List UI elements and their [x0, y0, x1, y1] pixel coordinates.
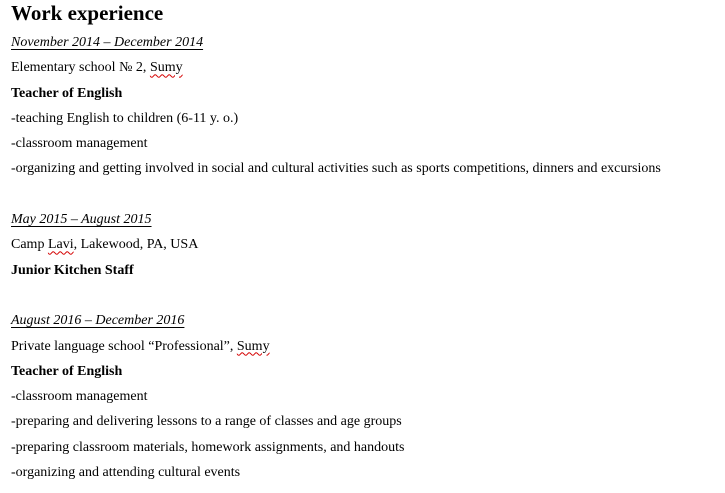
resume-page	[11, 0, 717, 485]
job-dates: August 2016 – December 2016	[11, 313, 185, 329]
blank-line	[11, 283, 717, 308]
blank-line	[11, 182, 717, 207]
job-role: Teacher of English	[11, 85, 123, 101]
job-duty: -organizing and attending cultural events	[11, 465, 241, 481]
job-entry-1	[11, 30, 717, 182]
job-duty: -organizing and getting involved in social and cultural activities such as sports competitions, dinners and excursions	[11, 161, 661, 177]
job-role: Teacher of English	[11, 363, 123, 379]
job-entry-3	[11, 308, 717, 485]
job-role: Junior Kitchen Staff	[11, 262, 134, 278]
job-duty: -teaching English to children (6-11 y. o.)	[11, 110, 239, 126]
job-employer: Camp Lavi, Lakewood, PA, USA	[11, 237, 199, 253]
job-duty: -classroom management	[11, 389, 148, 405]
job-employer: Private language school “Professional”, Sumy	[11, 338, 270, 354]
job-duty: -classroom management	[11, 136, 148, 152]
job-dates: May 2015 – August 2015	[11, 212, 152, 228]
job-dates: November 2014 – December 2014	[11, 35, 204, 50]
misspelled-word: Sumy	[149, 60, 183, 76]
misspelled-word: Sumy	[236, 338, 270, 354]
job-duty: -preparing and delivering lessons to a range of classes and age groups	[11, 414, 402, 430]
job-employer: Elementary school № 2, Sumy	[11, 60, 183, 76]
misspelled-word: Lavi	[47, 237, 74, 253]
job-entry-2	[11, 207, 717, 283]
section-title: Work experience	[11, 1, 164, 25]
job-duty: -preparing classroom materials, homework assignments, and handouts	[11, 439, 405, 455]
